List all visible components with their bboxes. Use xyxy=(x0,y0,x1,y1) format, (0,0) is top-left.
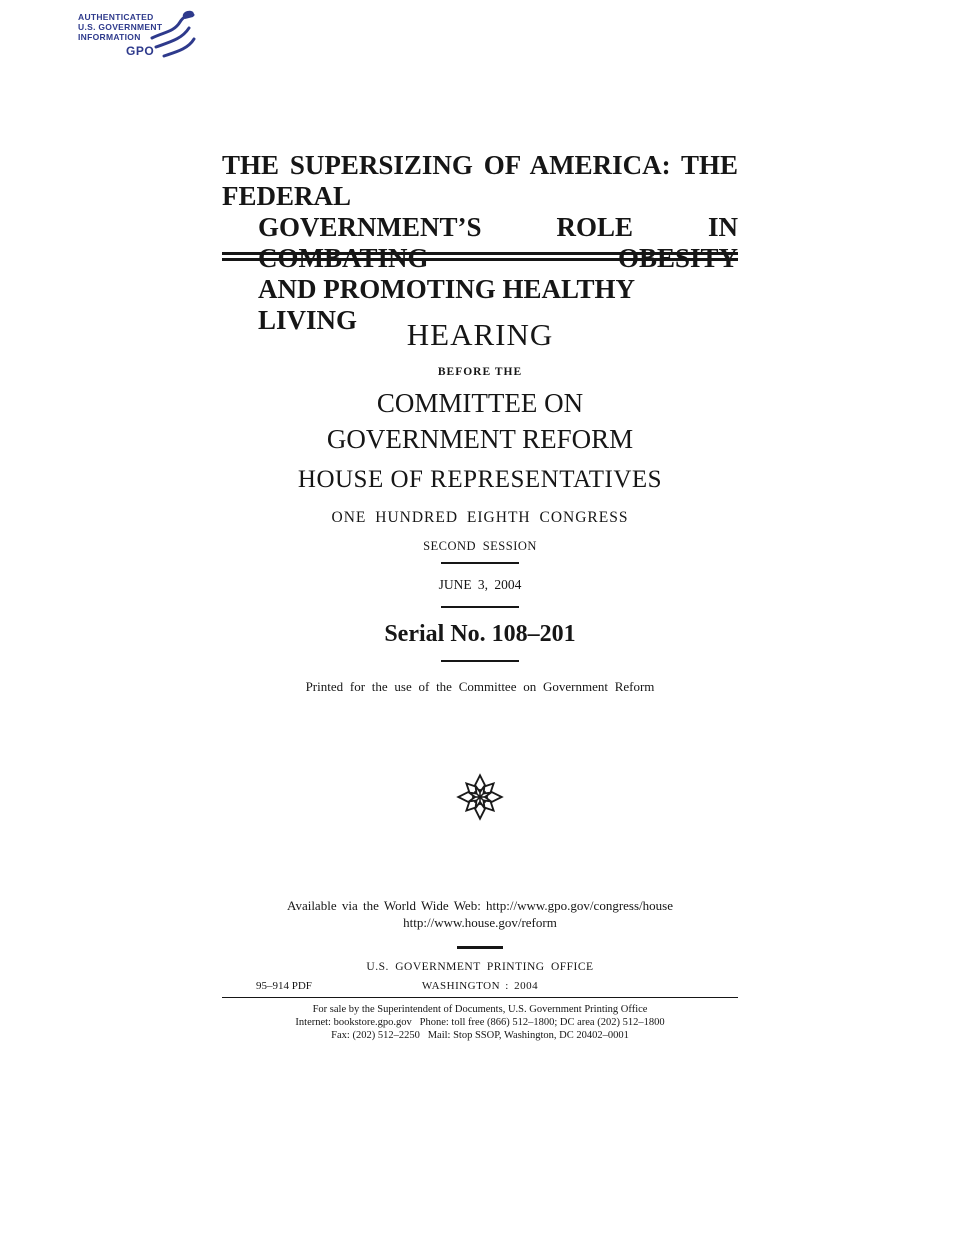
separator-rule xyxy=(441,562,519,564)
before-the-label: BEFORE THE xyxy=(437,366,523,378)
committee-name-line-2: GOVERNMENT REFORM xyxy=(326,424,634,454)
sale-info-line-3: Fax: (202) 512–2250 Mail: Stop SSOP, Washington, DC 20402–0001 xyxy=(331,1030,629,1041)
double-rule xyxy=(222,252,738,261)
serial-number: Serial No. 108–201 xyxy=(384,621,576,647)
separator-rule xyxy=(441,660,519,662)
availability-line-2: http://www.house.gov/reform xyxy=(403,915,557,930)
imprint-row xyxy=(222,980,738,992)
chamber-name: HOUSE OF REPRESENTATIVES xyxy=(297,466,663,493)
sale-info-line-2: Internet: bookstore.gpo.gov Phone: toll free (866) 512–1800; DC area (202) 512–1800 xyxy=(295,1017,665,1028)
congress-label: ONE HUNDRED EIGHTH CONGRESS xyxy=(331,509,629,526)
session-label: SECOND SESSION xyxy=(423,539,537,553)
hearing-heading: HEARING xyxy=(406,317,554,352)
title-line-1: THE SUPERSIZING OF AMERICA: THE FEDERAL xyxy=(222,150,738,211)
logo-line1: AUTHENTICATED xyxy=(78,12,154,22)
printed-for-note: Printed for the use of the Committee on Government Reform xyxy=(305,679,655,694)
committee-name-line-1: COMMITTEE ON xyxy=(376,388,584,418)
title-line-2: GOVERNMENT’S ROLE IN COMBATING OBESITY xyxy=(258,212,738,273)
document-number: 95–914 PDF xyxy=(256,980,312,992)
short-thick-rule xyxy=(457,946,503,949)
printing-office-name: U.S. GOVERNMENT PRINTING OFFICE xyxy=(366,961,594,973)
title-line-3: AND PROMOTING HEALTHY LIVING xyxy=(258,274,635,335)
gpo-authentication-logo xyxy=(76,8,196,64)
hearing-date: JUNE 3, 2004 xyxy=(438,577,522,592)
place-and-year: WASHINGTON : 2004 xyxy=(421,980,539,992)
separator-rule xyxy=(441,606,519,608)
logo-gpo-text: GPO xyxy=(126,44,155,58)
logo-authenticated-text xyxy=(78,12,162,42)
thin-rule xyxy=(222,997,738,998)
logo-line3: INFORMATION xyxy=(78,32,141,42)
document-title xyxy=(222,150,738,336)
sale-info-line-1: For sale by the Superintendent of Documents, U.S. Government Printing Office xyxy=(312,1004,648,1015)
logo-line2: U.S. GOVERNMENT xyxy=(78,22,163,32)
fleuron-ornament-icon xyxy=(222,766,738,833)
availability-line-1: Available via the World Wide Web: http://www.gpo.gov/congress/house xyxy=(287,898,673,913)
